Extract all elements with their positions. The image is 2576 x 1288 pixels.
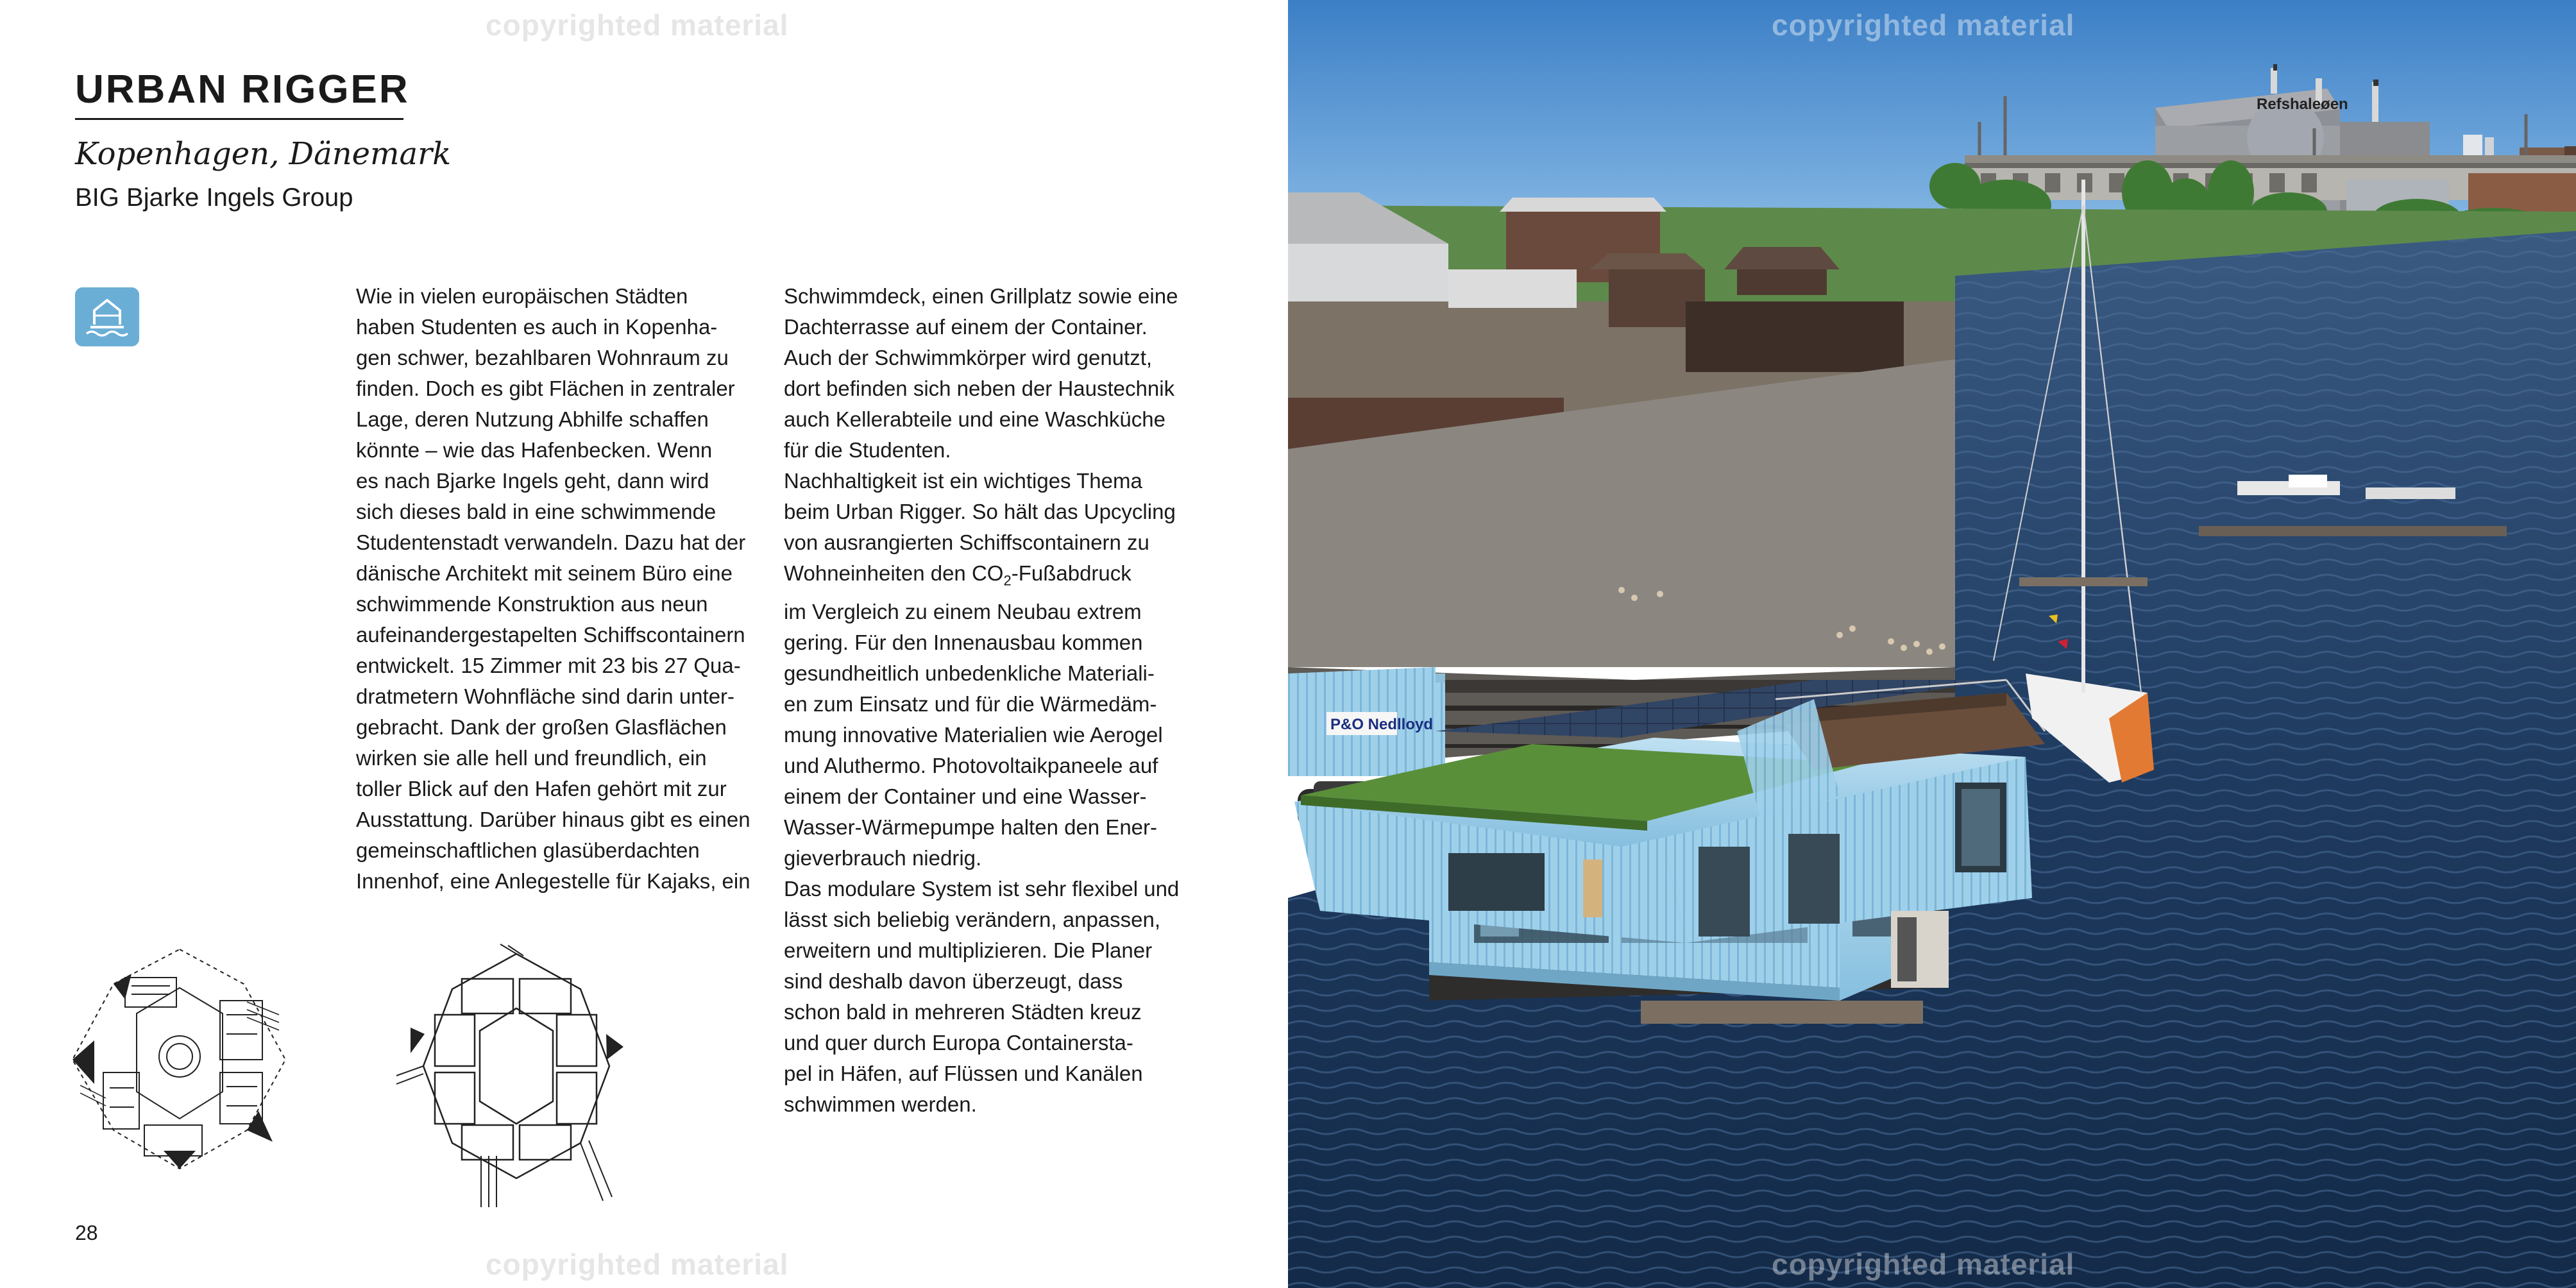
text-line: sich dieses bald in eine schwimmende — [356, 500, 716, 523]
text-line: gering. Für den Innenausbau kommen — [784, 630, 1143, 654]
text-line: dratmetern Wohnfläche sind darin unter- — [356, 684, 735, 708]
text-column-2 — [784, 281, 1220, 1120]
text-line: und quer durch Europa Containersta- — [784, 1030, 1133, 1055]
shipping-container-p-and-o — [1288, 667, 1445, 776]
text-line: für die Studenten. — [784, 438, 951, 462]
text-line: und Aluthermo. Photovoltaikpaneele auf — [784, 753, 1158, 777]
text-line: Wie in vielen europäischen Städten — [356, 284, 688, 308]
text-line: gebracht. Dank der großen Glasflächen — [356, 715, 727, 739]
text-line: lässt sich beliebig verändern, anpassen, — [784, 907, 1161, 931]
text-line: gesundheitlich unbedenkliche Materiali- — [784, 661, 1155, 685]
text-line: Innenhof, eine Anlegestelle für Kajaks, ein — [356, 869, 750, 893]
text-line: Lage, deren Nutzung Abhilfe schaffen — [356, 407, 709, 431]
text-line: schwimmende Konstruktion aus neun — [356, 592, 708, 616]
text-line: en zum Einsatz und für die Wärmedäm- — [784, 691, 1157, 716]
text-line: Auch der Schwimmkörper wird genutzt, — [784, 346, 1153, 369]
watermark-photo-top: copyrighted material — [1772, 8, 2075, 42]
text-line: Dachterrasse auf einem der Container. — [784, 315, 1148, 339]
page-number: 28 — [75, 1221, 98, 1244]
article-location: Kopenhagen, Dänemark — [75, 136, 452, 172]
text-line: dort befinden sich neben der Haustechnik — [784, 377, 1175, 400]
building-sign: Refshaleøen — [2257, 96, 2348, 113]
text-line: wirken sie alle hell und freundlich, ein — [356, 746, 707, 770]
text-line: Ausstattung. Darüber hinaus gibt es einen — [356, 808, 750, 831]
text-line: dänische Architekt mit seinem Büro eine — [356, 561, 733, 585]
article-architect: BIG Bjarke Ingels Group — [75, 183, 353, 212]
watermark-photo-bottom: copyrighted material — [1772, 1248, 2075, 1281]
text-line: erweitern und multiplizieren. Die Planer — [784, 938, 1153, 962]
article-title: URBAN RIGGER — [75, 67, 410, 112]
text-line: schwimmen werden. — [784, 1092, 977, 1116]
text-line: Studentenstadt verwandeln. Dazu hat der — [356, 530, 746, 554]
text-line: beim Urban Rigger. So hält das Upcycling — [784, 500, 1176, 523]
watermark-bottom: copyrighted material — [486, 1248, 789, 1281]
co2-suffix: -Fußabdruck — [1011, 561, 1131, 585]
text-line: gieverbrauch niedrig. — [784, 845, 982, 870]
text-line: auch Kellerabteile und eine Waschküche — [784, 407, 1165, 431]
harbor-photo — [1288, 0, 2576, 1288]
floor-plan-upper — [385, 938, 648, 1220]
text-line: schon bald in mehreren Städten kreuz — [784, 999, 1142, 1024]
text-line: von ausrangierten Schiffscontainern zu — [784, 530, 1149, 554]
text-line: einem der Container und eine Wasser- — [784, 784, 1147, 808]
text-column-1 — [356, 281, 767, 897]
text-line: Wasser-Wärmepumpe halten den Ener- — [784, 815, 1158, 839]
title-underline — [75, 118, 403, 120]
text-line: könnte – wie das Hafenbecken. Wenn — [356, 438, 713, 462]
text-line: Schwimmdeck, einen Grillplatz sowie eine — [784, 284, 1178, 308]
text-line: gemeinschaftlichen glasüberdachten — [356, 838, 700, 862]
text-line: Das modulare System ist sehr flexibel und — [784, 876, 1180, 901]
text-line: gen schwer, bezahlbaren Wohnraum zu — [356, 346, 729, 369]
text-line: aufeinandergestapelten Schiffscontainern — [356, 623, 745, 647]
text-line: finden. Doch es gibt Flächen in zentraler — [356, 377, 735, 400]
co2-text: Wohneinheiten den CO — [784, 561, 1004, 585]
text-line: entwickelt. 15 Zimmer mit 23 bis 27 Qua- — [356, 654, 741, 677]
watermark-top: copyrighted material — [486, 8, 789, 42]
text-line: mung innovative Materialien wie Aerogel — [784, 722, 1163, 747]
floor-plan-ground — [55, 938, 305, 1188]
floating-house-icon — [75, 287, 139, 346]
co2-subscript: 2 — [1003, 572, 1012, 589]
text-line: Nachhaltigkeit ist ein wichtiges Thema — [784, 469, 1142, 493]
text-line: sind deshalb davon überzeugt, dass — [784, 969, 1123, 993]
text-line: pel in Häfen, auf Flüssen und Kanälen — [784, 1061, 1143, 1085]
text-line: haben Studenten es auch in Kopenha- — [356, 315, 718, 339]
text-line: es nach Bjarke Ingels geht, dann wird — [356, 469, 709, 493]
text-line: toller Blick auf den Hafen gehört mit zur — [356, 777, 727, 801]
text-line: im Vergleich zu einem Neubau extrem — [784, 599, 1142, 623]
container-banner: P&O Nedlloyd — [1330, 716, 1434, 733]
text-line-co2 — [784, 558, 1220, 597]
